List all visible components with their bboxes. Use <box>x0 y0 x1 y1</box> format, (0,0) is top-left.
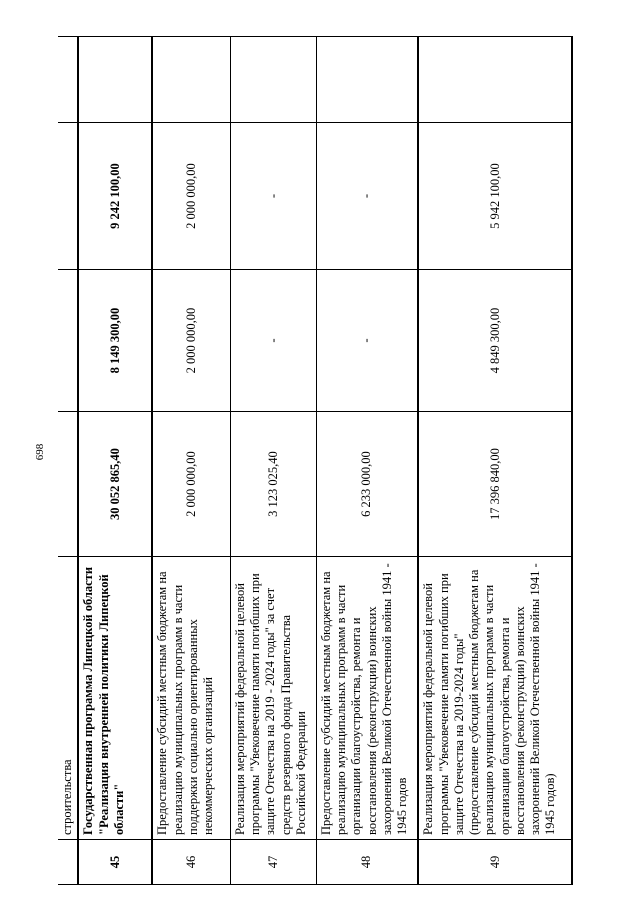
row-name: Реализация мероприятий федеральной целевой программы "Увековечение памяти погибших при защите Отечества на 2019-2024 годы" (предоставление субсидий местным бюджетам на реализацию муниципальных программ в части организации благоустройства, ремонта и восстановления (реконструкции) воинских захоронений Великой Отечественной войны 1941 - 1945 годов) <box>418 557 572 840</box>
row-name: Реализация мероприятий федеральной целевой программы "Увековечение памяти погибших при защите Отечества на 2019 - 2024 годы" за счет средств резервного фонда Правительства Российской Федерации <box>230 557 316 840</box>
row-value-1: 17 396 840,00 <box>418 412 572 557</box>
row-value-3: - <box>230 123 316 270</box>
row-number: 48 <box>316 840 418 885</box>
continuation-text: строительства <box>58 557 78 840</box>
budget-table <box>58 36 573 885</box>
row-value-2: 8 149 300,00 <box>78 270 152 412</box>
row-number: 49 <box>418 840 572 885</box>
row-value-3: 2 000 000,00 <box>152 123 230 270</box>
row-number: 46 <box>152 840 230 885</box>
page-number: 698 <box>34 443 46 461</box>
row-value-2: - <box>316 270 418 412</box>
table-row-continuation <box>58 37 78 885</box>
row-value-3: 5 942 100,00 <box>418 123 572 270</box>
row-name: Государственная программа Липецкой области "Реализация внутренней политики Липецкой области" <box>78 557 152 840</box>
row-number: 47 <box>230 840 316 885</box>
row-value-2: - <box>230 270 316 412</box>
row-value-3: - <box>316 123 418 270</box>
row-value-3: 9 242 100,00 <box>78 123 152 270</box>
row-name: Предоставление субсидий местным бюджетам на реализацию муниципальных программ в части организации благоустройства, ремонта и восстановления (реконструкции) воинских захоронений Великой Отечественной войны 1941 - 1945 годов <box>316 557 418 840</box>
rotated-table-container <box>58 37 570 885</box>
row-value-1: 3 123 025,40 <box>230 412 316 557</box>
row-value-2: 2 000 000,00 <box>152 270 230 412</box>
table-row <box>316 37 418 885</box>
row-value-1: 30 052 865,40 <box>78 412 152 557</box>
table-row <box>418 37 572 885</box>
table-row <box>152 37 230 885</box>
row-name: Предоставление субсидий местным бюджетам на реализацию муниципальных программ в части поддержки социально ориентированных некоммерческих организаций <box>152 557 230 840</box>
row-number: 45 <box>78 840 152 885</box>
row-value-2: 4 849 300,00 <box>418 270 572 412</box>
row-value-1: 2 000 000,00 <box>152 412 230 557</box>
table-row <box>230 37 316 885</box>
row-value-1: 6 233 000,00 <box>316 412 418 557</box>
table-row <box>78 37 152 885</box>
